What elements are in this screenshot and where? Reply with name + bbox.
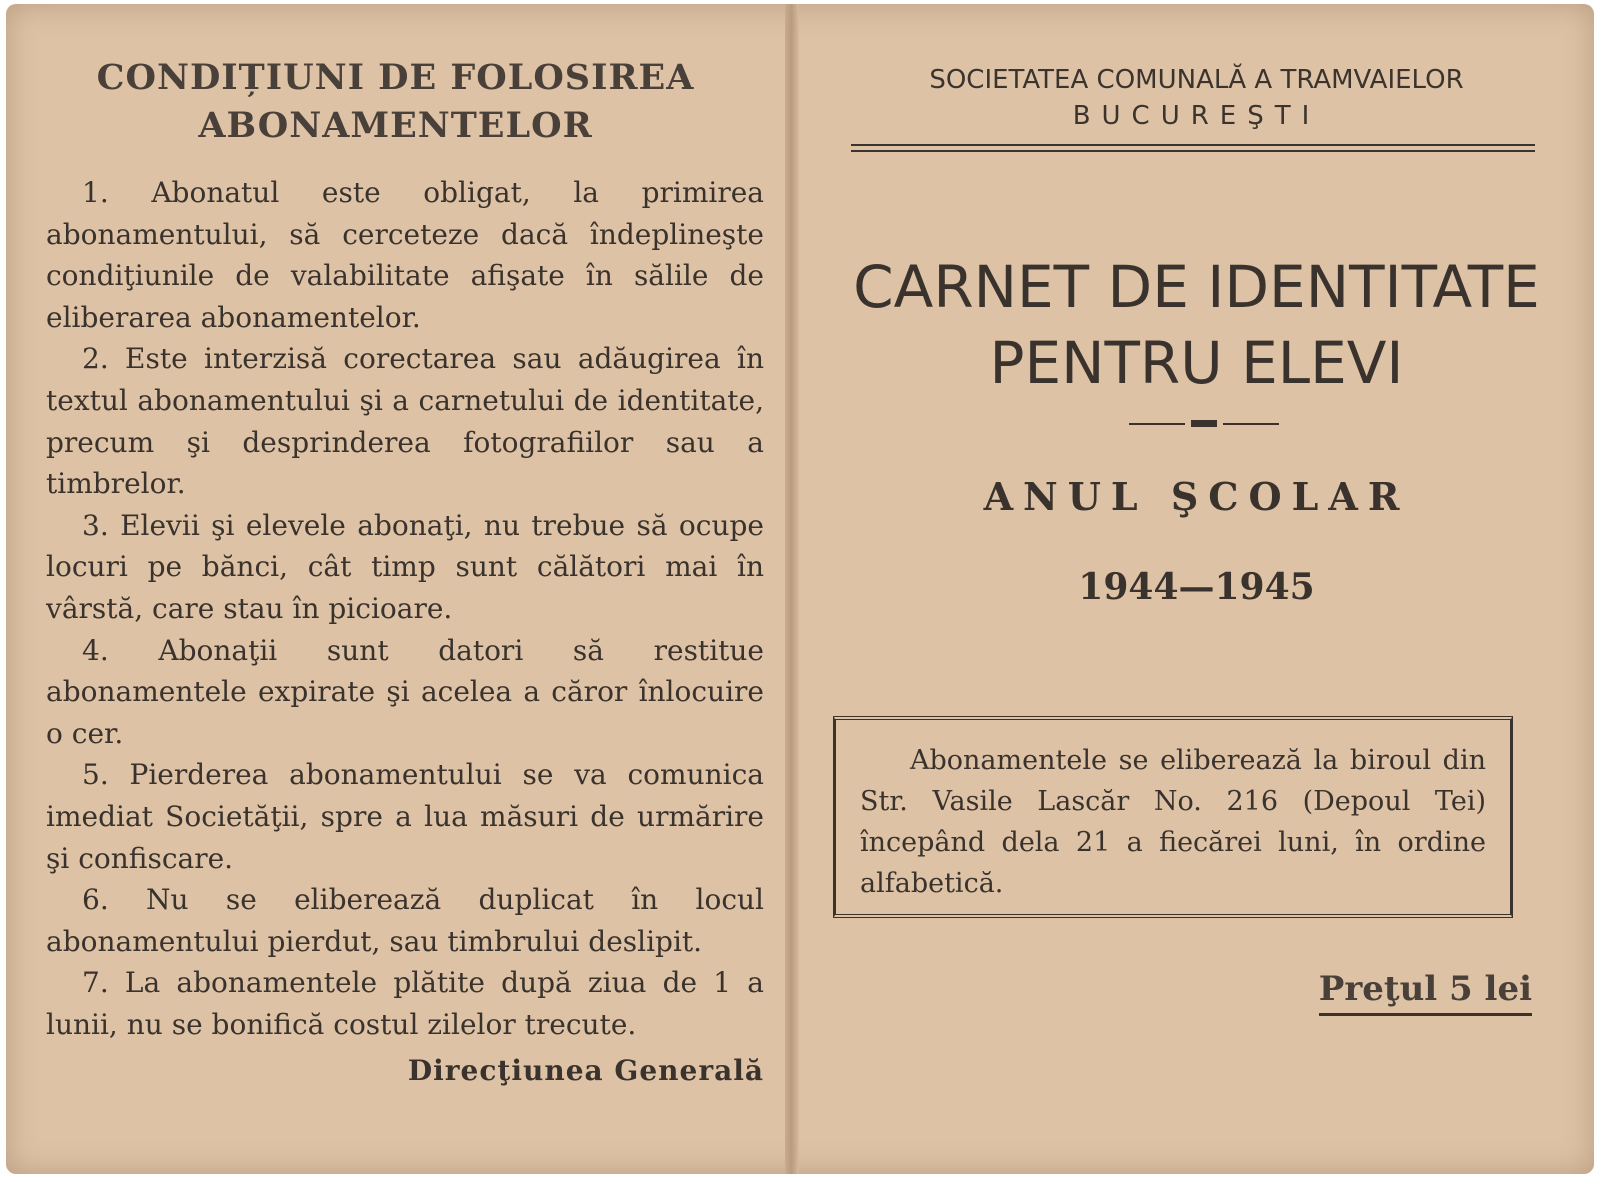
rule-item: 2. Este interzisă corectarea sau adăugirea în textul abonamentului şi a carnetului de identitate, precum şi desprinderea fotografiilor sau a timbrelor. [46, 342, 764, 501]
rule-item: 6. Nu se eliberează duplicat în locul abonamentului pierdut, sau timbrului deslipit. [46, 883, 764, 958]
ornament-bar [1223, 423, 1279, 425]
ornament-center [1191, 420, 1217, 427]
price-label: Preţul 5 lei [1319, 969, 1532, 1016]
school-year-label: ANUL ŞCOLAR [983, 474, 1410, 519]
ornament-divider [1129, 422, 1279, 426]
header-divider [851, 144, 1535, 146]
cover-panel [799, 4, 1594, 1174]
signature: Direcţiunea Generală [407, 1054, 764, 1087]
conditions-title-line1: CONDIȚIUNI DE FOLOSIREA [96, 57, 695, 98]
ornament-bar [1129, 423, 1185, 425]
conditions-title-line2: ABONAMENTELOR [198, 105, 593, 146]
rule-item: 7. La abonamentele plătite după ziua de 1 a lunii, nu se bonifică costul zilelor trecute. [46, 966, 764, 1041]
conditions-panel [6, 4, 785, 1174]
company-city: BUCUREŞTI [1072, 101, 1321, 131]
card-title-line1: CARNET DE IDENTITATE [853, 253, 1540, 321]
card-title [799, 249, 1594, 401]
fold-crease [785, 4, 799, 1174]
company-name: SOCIETATEA COMUNALĂ A TRAMVAIELOR [929, 65, 1464, 95]
school-years: 1944—1945 [1078, 566, 1315, 608]
rules-list [46, 172, 764, 1045]
rule-item: 5. Pierderea abonamentului se va comunica imediat Societăţii, spre a lua măsuri de urmărire şi confiscare. [46, 758, 764, 875]
rule-item: 1. Abonatul este obligat, la primirea abonamentului, să cerceteze dacă îndeplineşte condiţiunile de valabilitate afişate în sălile de eliberarea abonamentelor. [46, 176, 764, 334]
rule-item: 3. Elevii şi elevele abonaţi, nu trebue să ocupe locuri pe bănci, cât timp sunt călători mai în vârstă, care stau în picioare. [46, 508, 764, 625]
header-divider [851, 150, 1535, 152]
card-title-line2: PENTRU ELEVI [989, 329, 1404, 397]
issuance-notice: Abonamentele se eliberează la biroul din Str. Vasile Lascăr No. 216 (Depoul Tei) începând dela 21 a fiecărei luni, în ordine alfabetică. [833, 716, 1513, 918]
company-header [799, 62, 1594, 134]
rule-item: 4. Abonaţii sunt datori să restitue abonamentele expirate şi acelea a căror înlocuire o cer. [46, 633, 764, 750]
conditions-title [6, 54, 785, 150]
